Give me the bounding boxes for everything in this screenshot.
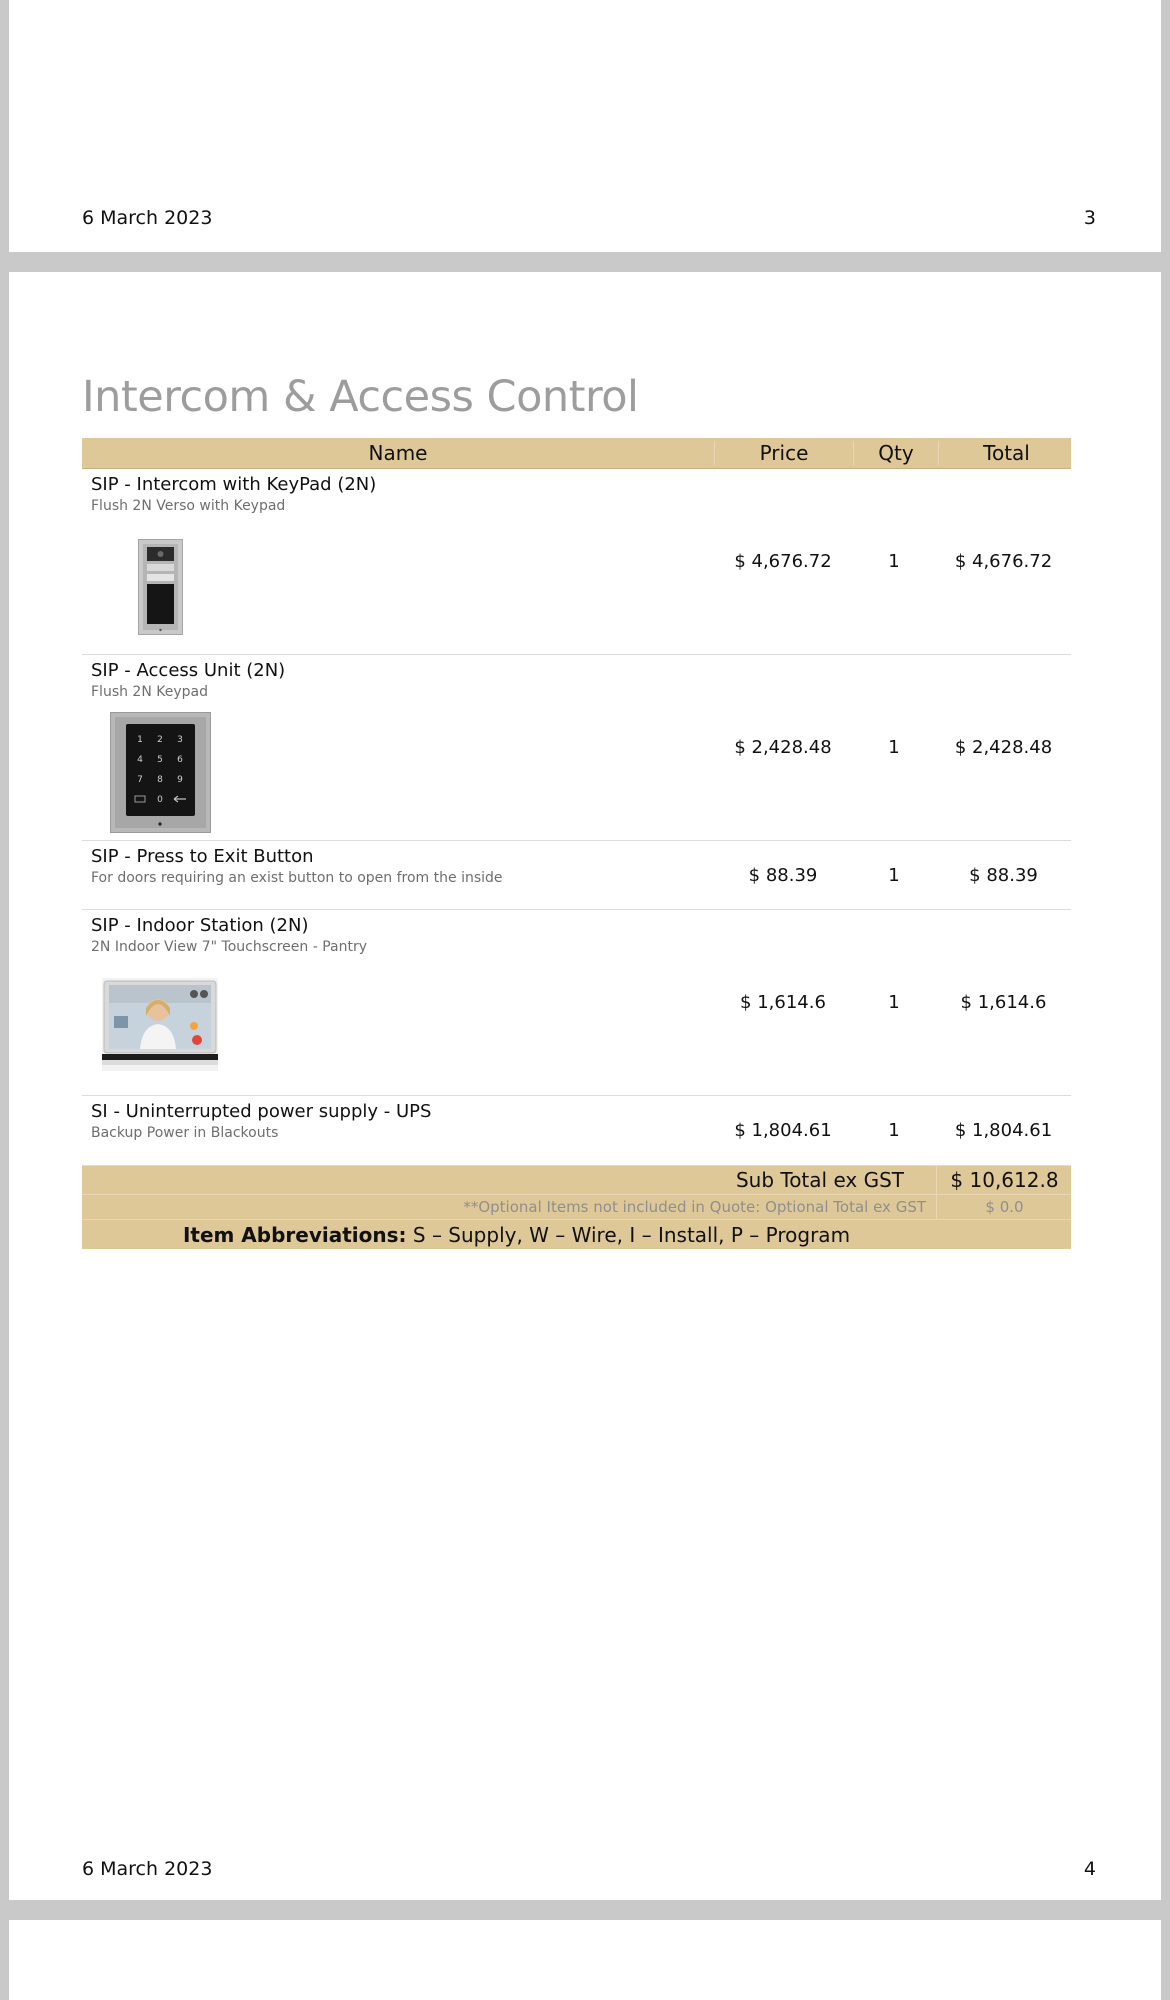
header-qty: Qty [853, 441, 938, 465]
item-total: $ 4,676.72 [954, 551, 1053, 572]
table-row [82, 1096, 1071, 1166]
page-footer-date: 6 March 2023 [82, 1858, 213, 1880]
svg-text:0: 0 [157, 795, 163, 805]
abbreviations-row [82, 1219, 1071, 1249]
svg-text:9: 9 [177, 775, 183, 785]
item-price: $ 1,804.61 [734, 1120, 832, 1141]
svg-text:4: 4 [137, 755, 143, 765]
table-row [82, 910, 1071, 1096]
svg-text:6: 6 [177, 755, 183, 765]
item-total: $ 88.39 [969, 864, 1038, 886]
item-price: $ 88.39 [748, 864, 818, 886]
current-page [9, 272, 1161, 1900]
previous-page [9, 0, 1161, 252]
item-name: SIP - Access Unit (2N) [91, 660, 286, 681]
item-price: $ 1,614.6 [740, 992, 826, 1013]
item-qty: 1 [888, 737, 900, 758]
header-total: Total [938, 441, 1074, 465]
svg-text:8: 8 [157, 775, 163, 785]
optional-total-row [82, 1194, 1071, 1219]
item-description: Flush 2N Keypad [91, 684, 208, 700]
svg-text:1: 1 [137, 735, 143, 745]
item-cell [82, 469, 714, 654]
item-description: 2N Indoor View 7" Touchscreen - Pantry [91, 939, 367, 955]
subtotal-label: Sub Total ex GST [735, 1168, 904, 1192]
quote-table [82, 438, 1071, 1249]
page-number: 3 [1083, 207, 1096, 229]
item-qty: 1 [888, 864, 900, 886]
header-name: Name [368, 441, 428, 465]
item-qty: 1 [888, 1120, 900, 1141]
item-name: SIP - Indoor Station (2N) [91, 915, 309, 936]
subtotal-value: $ 10,612.8 [936, 1166, 1072, 1194]
indoor-station-image [102, 978, 218, 1071]
svg-text:7: 7 [137, 775, 143, 785]
header-price: Price [714, 441, 853, 465]
item-name: SI - Uninterrupted power supply - UPS [91, 1101, 432, 1122]
item-total: $ 1,614.6 [960, 992, 1047, 1013]
optional-total-label: **Optional Items not included in Quote: Optional Total ex GST [463, 1198, 926, 1216]
item-name: SIP - Press to Exit Button [91, 846, 314, 867]
section-title: Intercom & Access Control [82, 372, 639, 422]
item-cell [82, 1096, 714, 1165]
item-description: Backup Power in Blackouts [91, 1125, 279, 1141]
item-price: $ 4,676.72 [734, 551, 832, 572]
svg-text:2: 2 [157, 735, 163, 745]
item-cell [82, 910, 714, 1095]
table-header [82, 438, 1071, 469]
subtotal-row [82, 1166, 1071, 1194]
item-name: SIP - Intercom with KeyPad (2N) [91, 474, 377, 495]
optional-total-value: $ 0.0 [936, 1195, 1072, 1219]
item-qty: 1 [888, 551, 900, 572]
item-description: Flush 2N Verso with Keypad [91, 498, 286, 514]
table-row [82, 469, 1071, 655]
svg-text:3: 3 [177, 735, 183, 745]
page-footer-date: 6 March 2023 [82, 207, 213, 229]
abbreviations [82, 1223, 1071, 1247]
intercom-keypad-image [138, 539, 183, 635]
item-cell [82, 841, 714, 909]
item-qty: 1 [888, 992, 900, 1013]
abbreviations-label: Item Abbreviations: [182, 1222, 407, 1247]
item-total: $ 1,804.61 [954, 1120, 1053, 1141]
access-keypad-image [110, 712, 211, 833]
svg-text:5: 5 [157, 755, 163, 765]
next-page [9, 1920, 1161, 2000]
item-price: $ 2,428.48 [734, 737, 832, 758]
abbreviations-text: S – Supply, W – Wire, I – Install, P – Program [412, 1222, 851, 1247]
page-number: 4 [1083, 1858, 1096, 1880]
table-row [82, 655, 1071, 841]
item-total: $ 2,428.48 [954, 737, 1053, 758]
item-cell [82, 655, 714, 840]
table-row [82, 841, 1071, 910]
item-description: For doors requiring an exist button to open from the inside [91, 870, 503, 886]
